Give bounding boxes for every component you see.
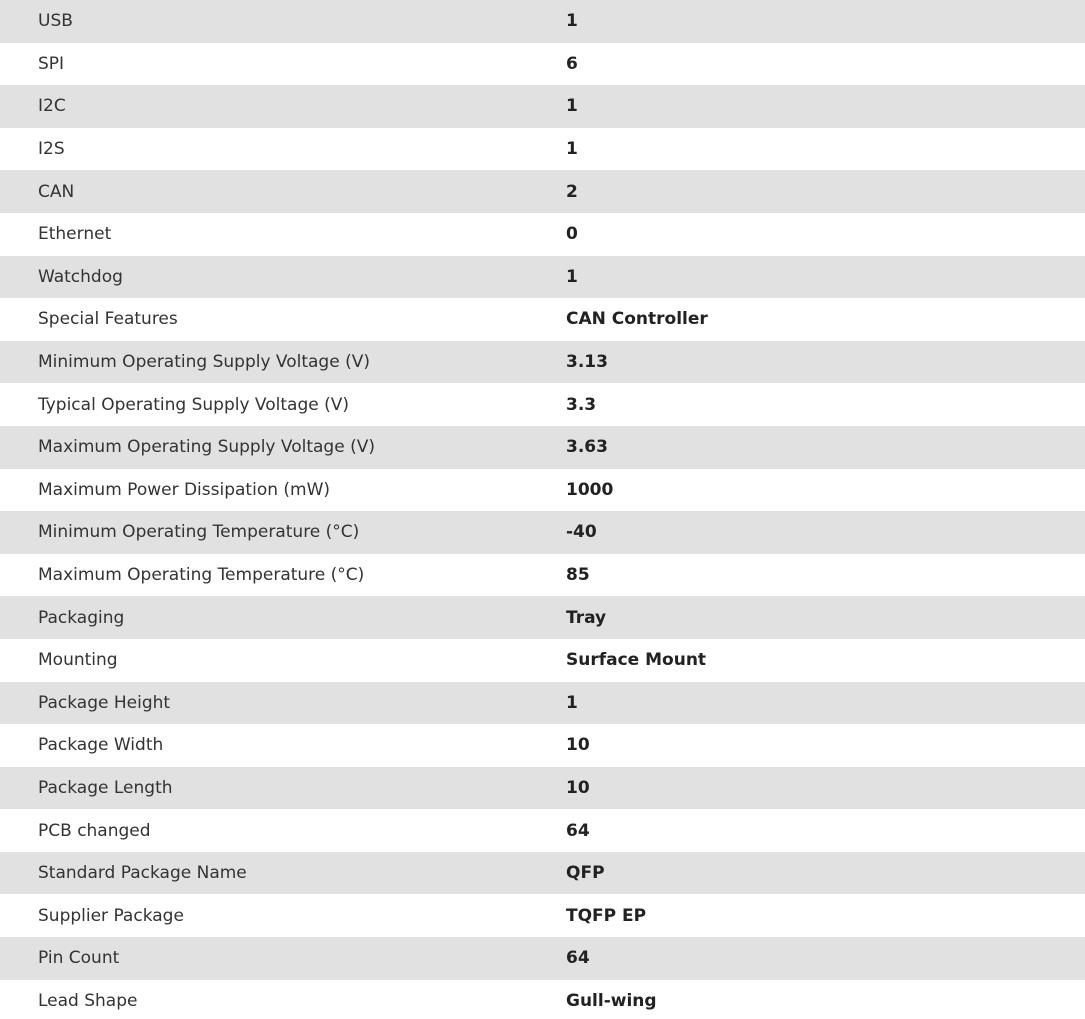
table-row [0,85,1085,128]
table-row [0,170,1085,213]
spec-label: Minimum Operating Supply Voltage (V) [38,352,370,373]
table-row [0,596,1085,639]
spec-label: Packaging [38,607,125,628]
spec-label: Maximum Operating Temperature (°C) [38,565,365,586]
spec-label: PCB changed [38,820,151,841]
table-row [0,937,1085,980]
spec-label: Minimum Operating Temperature (°C) [38,522,360,543]
spec-value: -40 [566,522,597,543]
spec-value: 1 [566,96,578,117]
spec-label: Maximum Power Dissipation (mW) [38,479,331,500]
spec-label: Typical Operating Supply Voltage (V) [38,394,349,415]
table-row [0,980,1085,1019]
table-row [0,128,1085,171]
spec-value: 1000 [566,479,614,500]
spec-label: CAN [38,181,75,202]
spec-value: 1 [566,139,578,160]
spec-label: SPI [38,53,65,74]
table-row [0,426,1085,469]
spec-value: 6 [566,53,578,74]
spec-label: Special Features [38,309,178,330]
spec-label: Standard Package Name [38,863,247,884]
spec-label: I2S [38,139,65,160]
spec-value: Surface Mount [566,650,707,671]
table-row [0,43,1085,86]
spec-value: 2 [566,181,578,202]
spec-label: USB [38,11,73,32]
table-row [0,852,1085,895]
spec-label: Maximum Operating Supply Voltage (V) [38,437,375,458]
table-row [0,383,1085,426]
spec-value: Gull-wing [566,990,657,1011]
spec-value: 3.3 [566,394,597,415]
spec-label: Package Width [38,735,164,756]
table-row [0,724,1085,767]
spec-label: Watchdog [38,266,123,287]
table-row [0,511,1085,554]
spec-value: 1 [566,11,578,32]
table-row [0,809,1085,852]
table-row [0,767,1085,810]
spec-value: 64 [566,948,590,969]
spec-value: 1 [566,692,578,713]
table-row [0,682,1085,725]
spec-value: 10 [566,735,590,756]
spec-label: Lead Shape [38,990,138,1011]
spec-value: 85 [566,565,590,586]
spec-value: 10 [566,777,590,798]
spec-label: Ethernet [38,224,112,245]
spec-value: Tray [566,607,607,628]
table-row [0,0,1085,43]
spec-label: Package Length [38,777,173,798]
table-row [0,298,1085,341]
table-row [0,213,1085,256]
spec-label: Mounting [38,650,118,671]
spec-label: I2C [38,96,66,117]
spec-label: Supplier Package [38,905,184,926]
spec-value: CAN Controller [566,309,708,330]
table-row [0,894,1085,937]
table-row [0,639,1085,682]
spec-value: QFP [566,863,605,884]
spec-value: 3.13 [566,352,608,373]
spec-value: 64 [566,820,590,841]
spec-label: Pin Count [38,948,120,969]
spec-label: Package Height [38,692,171,713]
spec-value: 0 [566,224,578,245]
spec-value: 1 [566,266,578,287]
table-row [0,256,1085,299]
table-row [0,469,1085,512]
table-row [0,341,1085,384]
spec-value: 3.63 [566,437,608,458]
table-row [0,554,1085,597]
spec-value: TQFP EP [566,905,647,926]
